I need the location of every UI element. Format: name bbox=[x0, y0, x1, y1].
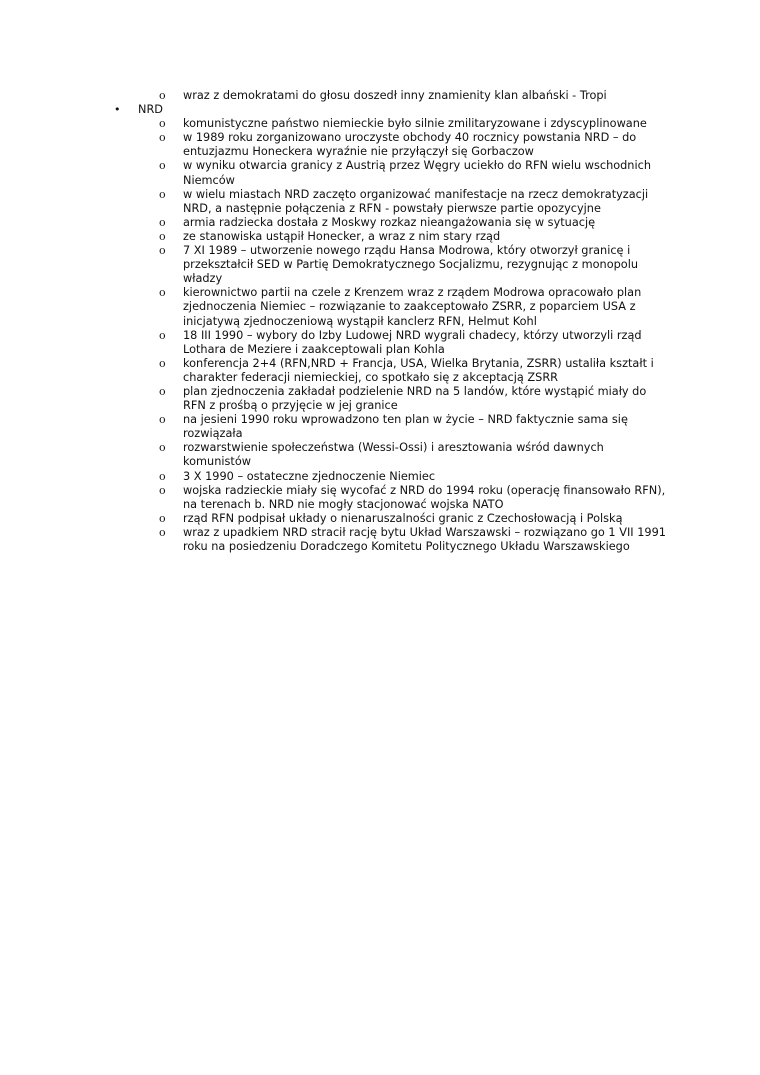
list-item bbox=[0, 484, 760, 512]
list-item-text: ze stanowiska ustąpił Honecker, a wraz z nim stary rząd bbox=[183, 229, 501, 243]
bullet-circle-icon: o bbox=[159, 131, 166, 145]
list-item-text: rozwarstwienie społeczeństwa (Wessi-Ossi) i aresztowania wśród dawnych komunistów bbox=[183, 441, 604, 469]
bullet-circle-icon: o bbox=[159, 159, 166, 173]
list-item-text: wojska radzieckie miały się wycofać z NRD do 1994 roku (operację finansowało RFN), na terenach b. NRD nie mogły stacjonować wojska NATO bbox=[183, 483, 666, 511]
bullet-circle-icon: o bbox=[159, 89, 166, 102]
list-item bbox=[0, 159, 760, 187]
list-item bbox=[0, 286, 760, 328]
list-item-text: w 1989 roku zorganizowano uroczyste obchody 40 rocznicy powstania NRD – do entuzjazmu Honeckera wyraźnie nie przyłączył się Gorbaczow bbox=[183, 131, 637, 159]
bullet-circle-icon: o bbox=[159, 215, 166, 229]
list-item bbox=[0, 131, 760, 159]
list-item-text: w wielu miastach NRD zaczęto organizować manifestacje na rzecz demokratyzacji NRD, a następnie połączenia z RFN - powstały pierwsze partie opozycyjne bbox=[183, 187, 649, 215]
bullet-dot-icon: • bbox=[114, 103, 121, 117]
bullet-circle-icon: o bbox=[159, 286, 166, 300]
list-item bbox=[0, 244, 760, 286]
list-item-text: plan zjednoczenia zakładał podzielenie NRD na 5 landów, które wystąpić miały do RFN z prośbą o przyjęcie w jej granice bbox=[183, 384, 647, 413]
list-item bbox=[0, 413, 760, 441]
list-item-text: w wyniku otwarcia granicy z Austrią przez Węgry uciekło do RFN wielu wschodnich Niemców bbox=[183, 159, 651, 187]
list-item-text: konferencja 2+4 (RFN,NRD + Francja, USA, Wielka Brytania, ZSRR) ustaliła kształt i charakter federacji niemieckiej, co spotkało się z akceptacją ZSRR bbox=[183, 356, 654, 384]
list-item bbox=[0, 512, 760, 526]
list-item bbox=[0, 216, 760, 230]
bullet-circle-icon: o bbox=[159, 511, 166, 525]
list-item-text: armia radziecka dostała z Moskwy rozkaz nieangażowania się w sytuację bbox=[183, 215, 596, 229]
bullet-circle-icon: o bbox=[159, 229, 166, 243]
bullet-circle-icon: o bbox=[159, 441, 166, 455]
bullet-list bbox=[0, 89, 760, 554]
list-item bbox=[0, 357, 760, 385]
bullet-circle-icon: o bbox=[159, 384, 166, 398]
list-item bbox=[0, 117, 760, 131]
list-item bbox=[0, 188, 760, 216]
list-item bbox=[0, 230, 760, 244]
list-item-text: na jesieni 1990 roku wprowadzono ten plan w życie – NRD faktycznie sama się rozwiązała bbox=[183, 413, 628, 441]
list-item bbox=[0, 329, 760, 357]
list-item-top bbox=[0, 103, 760, 117]
list-item bbox=[0, 470, 760, 484]
list-item bbox=[0, 526, 760, 554]
bullet-circle-icon: o bbox=[159, 483, 166, 497]
list-item-text: 7 XI 1989 – utworzenie nowego rządu Hansa Modrowa, który otworzył granicę i przekształcił SED w Partię Demokratycznego Socjalizmu, rezygnując z monopolu władzy bbox=[183, 244, 639, 286]
bullet-circle-icon: o bbox=[159, 187, 166, 201]
bullet-circle-icon: o bbox=[159, 356, 166, 370]
list-item bbox=[0, 441, 760, 469]
list-item-text: wraz z demokratami do głosu doszedł inny znamienity klan albański - Tropi bbox=[183, 89, 607, 102]
list-item-text: wraz z upadkiem NRD stracił rację bytu Układ Warszawski – rozwiązano go 1 VII 1991 roku na posiedzeniu Doradczego Komitetu Politycznego Układu Warszawskiego bbox=[183, 525, 666, 553]
bullet-circle-icon: o bbox=[159, 525, 166, 539]
list-item-text: komunistyczne państwo niemieckie było silnie zmilitaryzowane i zdyscyplinowane bbox=[183, 117, 647, 131]
bullet-circle-icon: o bbox=[159, 244, 166, 258]
list-item-text: 3 X 1990 – ostateczne zjednoczenie Niemiec bbox=[183, 469, 436, 483]
list-item-text: rząd RFN podpisał układy o nienaruszalności granic z Czechosłowacją i Polską bbox=[183, 511, 623, 525]
bullet-circle-icon: o bbox=[159, 413, 166, 427]
list-item bbox=[0, 89, 760, 103]
list-item-text: NRD bbox=[138, 103, 163, 117]
bullet-circle-icon: o bbox=[159, 117, 166, 131]
list-item bbox=[0, 385, 760, 413]
list-item-text: 18 III 1990 – wybory do Izby Ludowej NRD wygrali chadecy, którzy utworzyli rząd Lothara de Meziere i zaakceptowali plan Kohla bbox=[183, 328, 642, 356]
bullet-circle-icon: o bbox=[159, 328, 166, 342]
list-item-text: kierownictwo partii na czele z Krenzem wraz z rządem Modrowa opracowało plan zjednoczenia Niemiec – rozwiązanie to zaakceptowało ZSRR, z poparciem USA z inicjatywą zjednoczeniową wystąpił kanclerz RFN, Helmut Kohl bbox=[183, 286, 642, 328]
bullet-circle-icon: o bbox=[159, 469, 166, 483]
